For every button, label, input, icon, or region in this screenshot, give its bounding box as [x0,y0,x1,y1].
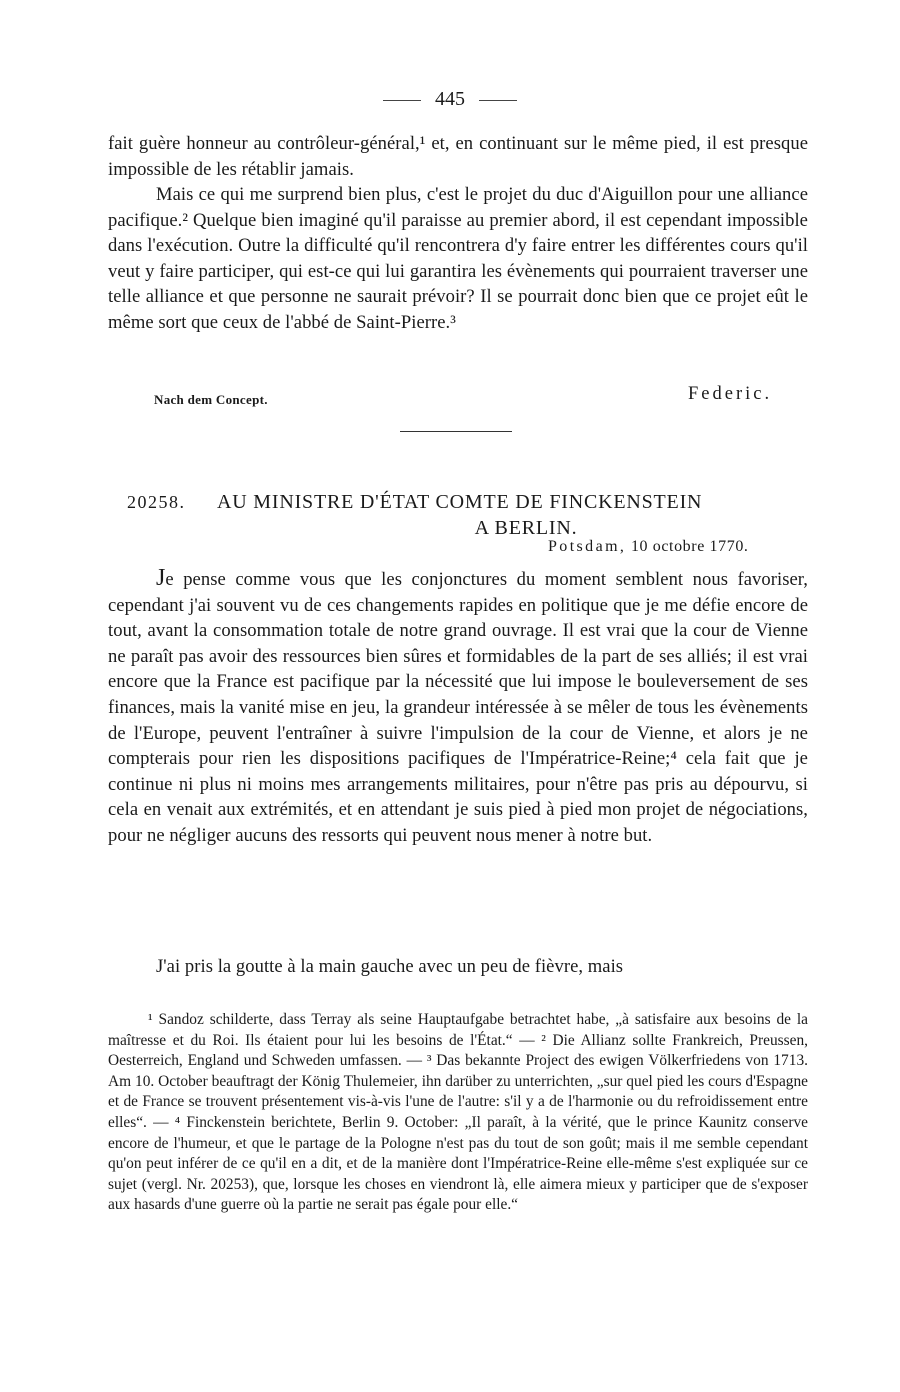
section-divider [400,431,512,432]
intro-paragraph-2: Mais ce qui me surprend bien plus, c'est le projet du duc d'Aiguillon pour une alliance pacifique.² Quelque bien imaginé qu'il paraisse au premier abord, il est cependant impossible dans l'exécution. Outre la difficulté qu'il rencontrera d'y faire entrer les différentes cours qu'il veut y faire participer, qui est-ce qui lui garantira les évènements qui pourraient traverser une telle alliance et que personne ne saurait prévoir? Il se pourrait donc bien que ce projet eût le même sort que ceux de l'abbé de Saint-Pierre.³ [108,184,808,333]
letter-paragraph-1 [108,566,808,849]
page-number: 445 [435,88,465,110]
letter-heading-line2: A BERLIN. [474,517,578,539]
dateline-place: Potsdam, [548,538,627,555]
letter-paragraph-2: J'ai pris la goutte à la main gauche avec un peu de fièvre, mais [156,956,624,977]
header-dash-left [383,100,421,101]
letter-paragraph-1-text: e pense comme vous que les conjonctures du moment semblent nous favoriser, cependant j'ai souvent vu de ces changements rapides en politique que je me défie encore de tout, avant la consommation totale de notre grand ouvrage. Il est vrai que la cour de Vienne ne paraît pas avoir des ressources bien sûres et formidables de la part de ses alliés; il est vrai encore que la France est pacifique par la nécessité que lui impose le bouleversement de ses finances, mais la vanité mise en jeu, la grandeur intéressée à se mêler de tous les évènements de l'Europe, peuvent l'entraîner à suivre l'impulsion de la cour de Vienne, et alors je ne compterais pour rien les dispositions pacifiques de l'Impératrice-Reine;⁴ cela fait que je continue ni plus ni moins mes arrangements militaires, pour n'être pas pris au dépourvu, si cela en venait aux extrémités, et en attendant je suis pied à pied mon projet de négociations, pour ne négliger aucuns des ressorts qui peuvent nous mener à notre but. [108,569,808,846]
letter-number: 20258. [127,492,186,512]
letter-heading [127,489,807,541]
header-dash-right [479,100,517,101]
intro-paragraph-1: fait guère honneur au contrôleur-général,¹ et, en continuant sur le même pied, il est presque impossible de les rétablir jamais. [108,133,808,180]
page-header [0,88,900,111]
source-note: Nach dem Concept. [154,392,268,407]
letter-heading-line1: AU MINISTRE D'ÉTAT COMTE DE FINCKENSTEIN [217,491,703,513]
initial-letter: J [156,565,166,591]
dateline-date: 10 octobre 1770. [630,538,749,555]
footnotes: ¹ Sandoz schilderte, dass Terray als seine Hauptaufgabe betrachtet habe, „à satisfaire aux besoins de la maîtresse et du Roi. Ils étaient pour lui les besoins de l'État.“ — ² Die Allianz sollte Frankreich, Preussen, Oesterreich, England und Schweden umfassen. — ³ Das bekannte Project des ewigen Völkerfriedens von 1713. Am 10. October beauftragt der König Thulemeier, ihn darüber zu unterrichten, „sur quel pied les cours d'Espagne et de France se trouvent présentement vis-à-vis l'une de l'autre: s'il y a de l'harmonie ou du refroidissement entre elles“. — ⁴ Finckenstein berichtete, Berlin 9. October: „Il paraît, à la vérité, que le prince Kaunitz conserve encore de l'humeur, et que le partage de la Pologne n'est pas du tout de son goût; mais il me semble cependant qu'on peut inférer de ce qu'il en a dit, et de la manière dont l'Impératrice-Reine elle-même s'est expliquée sur ce sujet (vergl. Nr. 20253), que, lorsque les choses en viendront là, elle aimera mieux y participer que de s'exposer aux hasards d'une guerre où la partie ne serait pas égale pour elle.“ [108,1011,808,1214]
signature: Federic. [688,384,773,404]
dateline [548,538,749,556]
